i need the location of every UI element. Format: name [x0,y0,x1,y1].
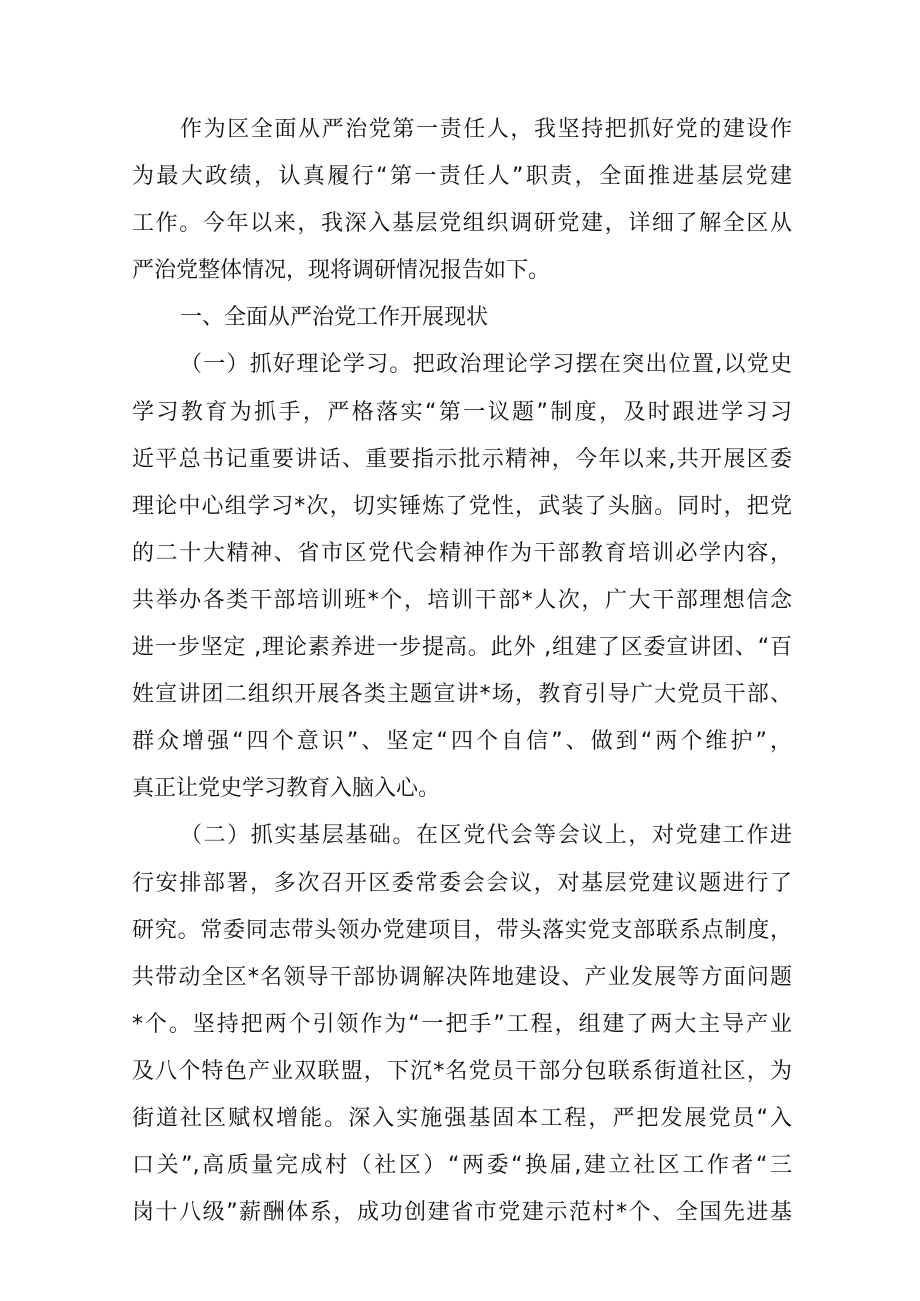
text-line: 真正让党史学习教育入脑入心。 [132,776,441,802]
text-line: 共举办各类干部培训班*个，培训干部*人次，广大干部理想信念 [132,587,792,613]
text-line: 进一步坚定 ,理论素养进一步提高。此外 ,组建了区委宣讲团、“百 [132,635,792,661]
text-line: 近平总书记重要讲话、重要指示批示精神，今年以来,共开展区委 [132,446,792,472]
text-line: 行安排部署，多次召开区委常委会会议，对基层党建议题进行了 [132,870,792,896]
item-1-paragraph [132,341,792,812]
text-line: 口关”,高质量完成村（社区）“两委“换届,建立社区工作者“三 [132,1153,792,1179]
text-line: 理论中心组学习*次，切实锤炼了党性，武装了头脑。同时，把党 [132,493,792,519]
text-line: 的二十大精神、省市区党代会精神作为干部教育培训必学内容， [132,540,792,566]
text-line: 为最大政绩，认真履行“第一责任人”职责，全面推进基层党建 [132,164,792,190]
text-line: 岗十八级”薪酬体系，成功创建省市党建示范村*个、全国先进基 [132,1200,792,1226]
document-body [132,106,792,1236]
text-line: 严治党整体情况，现将调研情况报告如下。 [132,258,551,284]
text-line: 工作。今年以来，我深入基层党组织调研党建，详细了解全区从 [132,211,792,237]
item-2-paragraph [132,812,792,1236]
text-line: 街道社区赋权增能。深入实施强基固本工程，严把发展党员“入 [132,1105,792,1131]
text-line: 共带动全区*名领导干部协调解决阵地建设、产业发展等方面问题 [132,964,792,990]
text-line: *个。坚持把两个引领作为“一把手”工程，组建了两大主导产业 [132,1011,792,1037]
text-line: 学习教育为抓手，严格落实“第一议题”制度，及时跟进学习习 [132,399,792,425]
text-line: 作为区全面从严治党第一责任人，我坚持把抓好党的建设作 [180,117,792,142]
text-line: 及八个特色产业双联盟，下沉*名党员干部分包联系街道社区，为 [132,1058,792,1084]
section-heading [132,294,792,341]
text-line: （一）抓好理论学习。把政治理论学习摆在突出位置,以党史 [180,352,792,378]
section-heading-text: 一、全面从严治党工作开展现状 [180,305,489,331]
text-line: （二）抓实基层基础。在区党代会等会议上，对党建工作进 [180,823,792,849]
text-line: 群众增强“四个意识”、坚定“四个自信”、做到“两个维护”， [132,729,792,755]
intro-paragraph [132,106,792,294]
text-line: 姓宣讲团二组织开展各类主题宣讲*场，教育引导广大党员干部、 [132,682,792,708]
text-line: 研究。常委同志带头领办党建项目，带头落实党支部联系点制度， [132,917,792,943]
